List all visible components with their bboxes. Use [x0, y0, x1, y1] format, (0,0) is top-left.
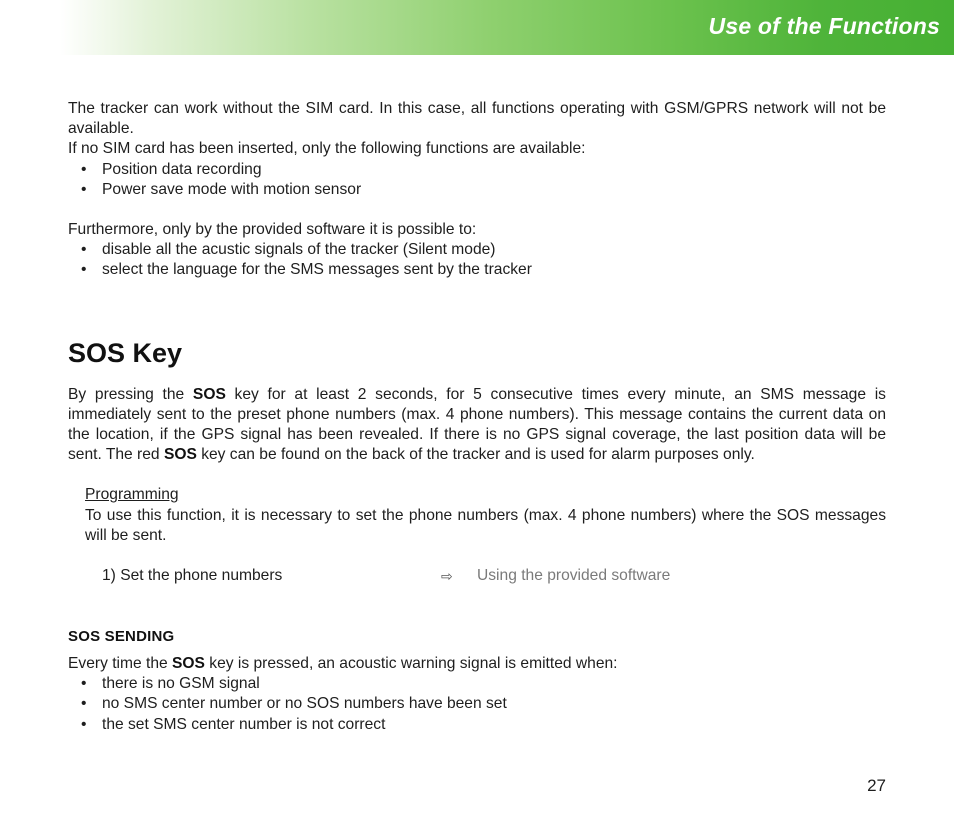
sos-key-heading: SOS Key: [68, 337, 183, 368]
sos-keyword: SOS: [172, 655, 205, 673]
intro-paragraph-2: If no SIM card has been inserted, only the following functions are available:: [68, 140, 586, 158]
step-label: 1) Set the phone numbers: [102, 567, 283, 585]
bullet-icon: •: [81, 715, 87, 733]
warning-condition-list: [68, 674, 886, 735]
list-item: • select the language for the SMS messages sent by the tracker: [68, 260, 886, 280]
sos-keyword: SOS: [163, 446, 197, 464]
page-number: 27: [867, 776, 886, 795]
programming-label: Programming: [85, 486, 179, 504]
list-item: • there is no GSM signal: [68, 674, 886, 694]
sos-sending-heading: SOS SENDING: [68, 628, 175, 646]
bullet-icon: •: [81, 261, 87, 279]
list-item: • Power save mode with motion sensor: [68, 180, 886, 200]
intro-paragraph-1: The tracker can work without the SIM card. In this case, all functions operating with GSM/GPRS network will not be available.: [68, 100, 886, 138]
no-sim-function-list: [68, 160, 886, 200]
intro-paragraph-3: Furthermore, only by the provided software it is possible to:: [68, 221, 477, 239]
bullet-icon: •: [81, 675, 87, 693]
list-item: • Position data recording: [68, 160, 886, 180]
bullet-icon: •: [81, 160, 87, 178]
bullet-icon: •: [81, 695, 87, 713]
list-item: • no SMS center number or no SOS numbers have been set: [68, 694, 886, 714]
list-item: • disable all the acustic signals of the tracker (Silent mode): [68, 240, 886, 260]
programming-step-1: [68, 566, 886, 586]
sos-keyword: SOS: [192, 385, 226, 403]
chapter-title: Use of the Functions: [708, 13, 940, 39]
sos-sending-paragraph: Every time the SOS key is pressed, an acoustic warning signal is emitted when:: [68, 655, 618, 673]
step-note: Using the provided software: [477, 567, 671, 585]
page-content: [68, 99, 886, 735]
programming-block: [68, 485, 886, 546]
programming-text: To use this function, it is necessary to set the phone numbers (max. 4 phone numbers) where the SOS messages will be sent.: [85, 506, 886, 544]
bullet-icon: •: [81, 180, 87, 198]
arrow-right-icon: ⇨: [441, 568, 453, 585]
software-function-list: [68, 240, 886, 280]
bullet-icon: •: [81, 241, 87, 259]
header-band: [60, 0, 954, 55]
list-item: • the set SMS center number is not correct: [68, 715, 886, 735]
sos-key-description: By pressing the SOS key for at least 2 seconds, for 5 consecutive times every minute, an SMS message is immediately sent to the preset phone numbers (max. 4 phone numbers). This message contains the current data on the location, if the GPS signal has been revealed. If there is no GPS signal coverage, the last position data will be sent. The red SOS key can be found on the back of the tracker and is used for alarm purposes only.: [68, 385, 886, 464]
